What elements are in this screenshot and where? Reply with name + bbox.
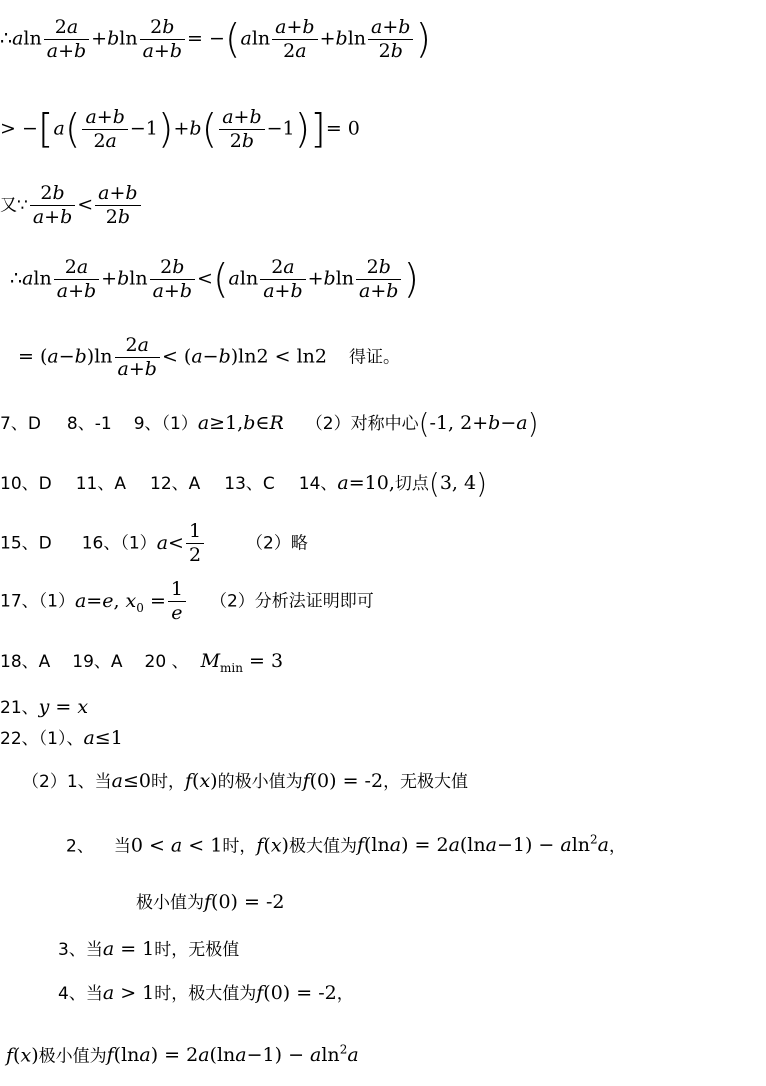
again-because-label: 又∵ (0, 195, 28, 216)
answer-12: 12、A (150, 474, 201, 494)
case-2-when-pre: 当 (113, 836, 131, 857)
answer-11: 11、A (75, 474, 126, 494)
answer-17-label: 17、（1） (0, 591, 75, 612)
line-15: 极小值为f(0) = -2 (136, 891, 285, 913)
case-1-when: 时， (150, 772, 185, 792)
answer-13: 13、C (224, 474, 275, 494)
case-3-tail: 时，无极值 (154, 940, 240, 960)
answer-21-label: 21、 (0, 698, 39, 718)
case-3-label: 3、当 (58, 940, 103, 960)
case-2-min-label: 极小值为 (136, 893, 204, 913)
line-16: 3、当a = 1时，无极值 (58, 938, 240, 960)
tangent-point-label: 切点 (394, 474, 429, 494)
line-2: > −[a( $\frac{a+b}{2a}$ −1)+b( $\frac{a+b}{2b}$ −1)]= 0 (0, 106, 360, 153)
answer-16-label: 16、（1） (81, 533, 157, 554)
line-1: ∴aln $\frac{2a}{a+b}$ +bln $\frac{2b}{a+b}$ = −(aln $\frac{a+b}{2a}$ +bln $\frac{a+b}{2b}$ ) (0, 16, 432, 63)
case-2-max-label: 极大值为 (288, 836, 357, 857)
answer-9-label: 9、（1） (133, 414, 198, 434)
line-7: 10、D 11、A 12、A 13、C 14、a=10,切点(3, 4) (0, 467, 488, 500)
answer-18: 18、A (0, 652, 51, 672)
line-17: 4、当a > 1时，极大值为f(0) = -2， (58, 982, 354, 1004)
line-13: （2）1、当a≤0时，f(x)的极小值为f(0) = -2，无极大值 (22, 770, 469, 792)
answer-20-label: 20 、 (144, 652, 189, 672)
line-18: f(x)极小值为f(lna) = 2a(lna−1) − aln$^2$a (6, 1043, 359, 1067)
proved-label: 得证。 (348, 347, 400, 368)
answer-22-label: 22、（1）、 (0, 729, 84, 749)
comma: ， (609, 836, 626, 857)
line-4: ∴aln $\frac{2a}{a+b}$ +bln $\frac{2b}{a+b}$ <(aln $\frac{2a}{a+b}$ +bln $\frac{2b}{a+b}$ ) (10, 256, 420, 303)
comma: ， (336, 984, 354, 1004)
case-4-max-label: 时，极大值为 (154, 984, 257, 1004)
answer-17b: （2）分析法证明即可 (209, 591, 374, 612)
line-9: 17、（1）a=e, $x_0$ = $\frac{1}{e}$ （2）分析法证明即可 (0, 578, 374, 624)
answer-19: 19、A (72, 652, 123, 672)
line-14: 2、 当0 < a < 1时，f(x)极大值为f(lna) = 2a(lna−1) − aln$^2$a， (66, 833, 626, 857)
line-12: 22、（1）、a≤1 (0, 727, 123, 749)
answer-9b-label: （2）对称中心 (305, 414, 419, 434)
therefore-symbol: ∴ (10, 267, 23, 290)
line-11: 21、y = x (0, 696, 89, 718)
answer-7: 7、D (0, 414, 41, 434)
line-10: 18、A 19、A 20 、 $M_{min} = 3$ (0, 650, 284, 675)
answer-10: 10、D (0, 474, 52, 494)
line-8: 15、D 16、（1）a< $\frac{1}{2}$ （2）略 (0, 520, 308, 566)
line-5: = (a−b)ln $\frac{2a}{a+b}$ < (a−b)ln2 < ln2 得证。 (18, 334, 400, 380)
case-2-label: 2、 (66, 836, 94, 857)
therefore-symbol: ∴ (0, 27, 13, 50)
case-4-label: 4、当 (58, 984, 103, 1004)
answer-15: 15、D (0, 533, 52, 554)
answer-16b: （2）略 (246, 533, 308, 554)
case-1-min-label: 的极小值为 (217, 772, 303, 792)
case-1-label: （2）1、当 (22, 772, 112, 792)
line-6: 7、D 8、-1 9、（1）a≥1,b∈R （2）对称中心(-1, 2+b−a) (0, 407, 539, 440)
answer-8: 8、-1 (66, 414, 112, 434)
answer-14-label: 14、 (298, 474, 338, 494)
case-4-min-label: 极小值为 (38, 1046, 107, 1067)
line-3: 又∵ $\frac{2b}{a+b}$ < $\frac{a+b}{2b}$ (0, 184, 143, 227)
case-2-when: 时， (222, 836, 257, 857)
case-1-tail: ，无极大值 (383, 772, 469, 792)
